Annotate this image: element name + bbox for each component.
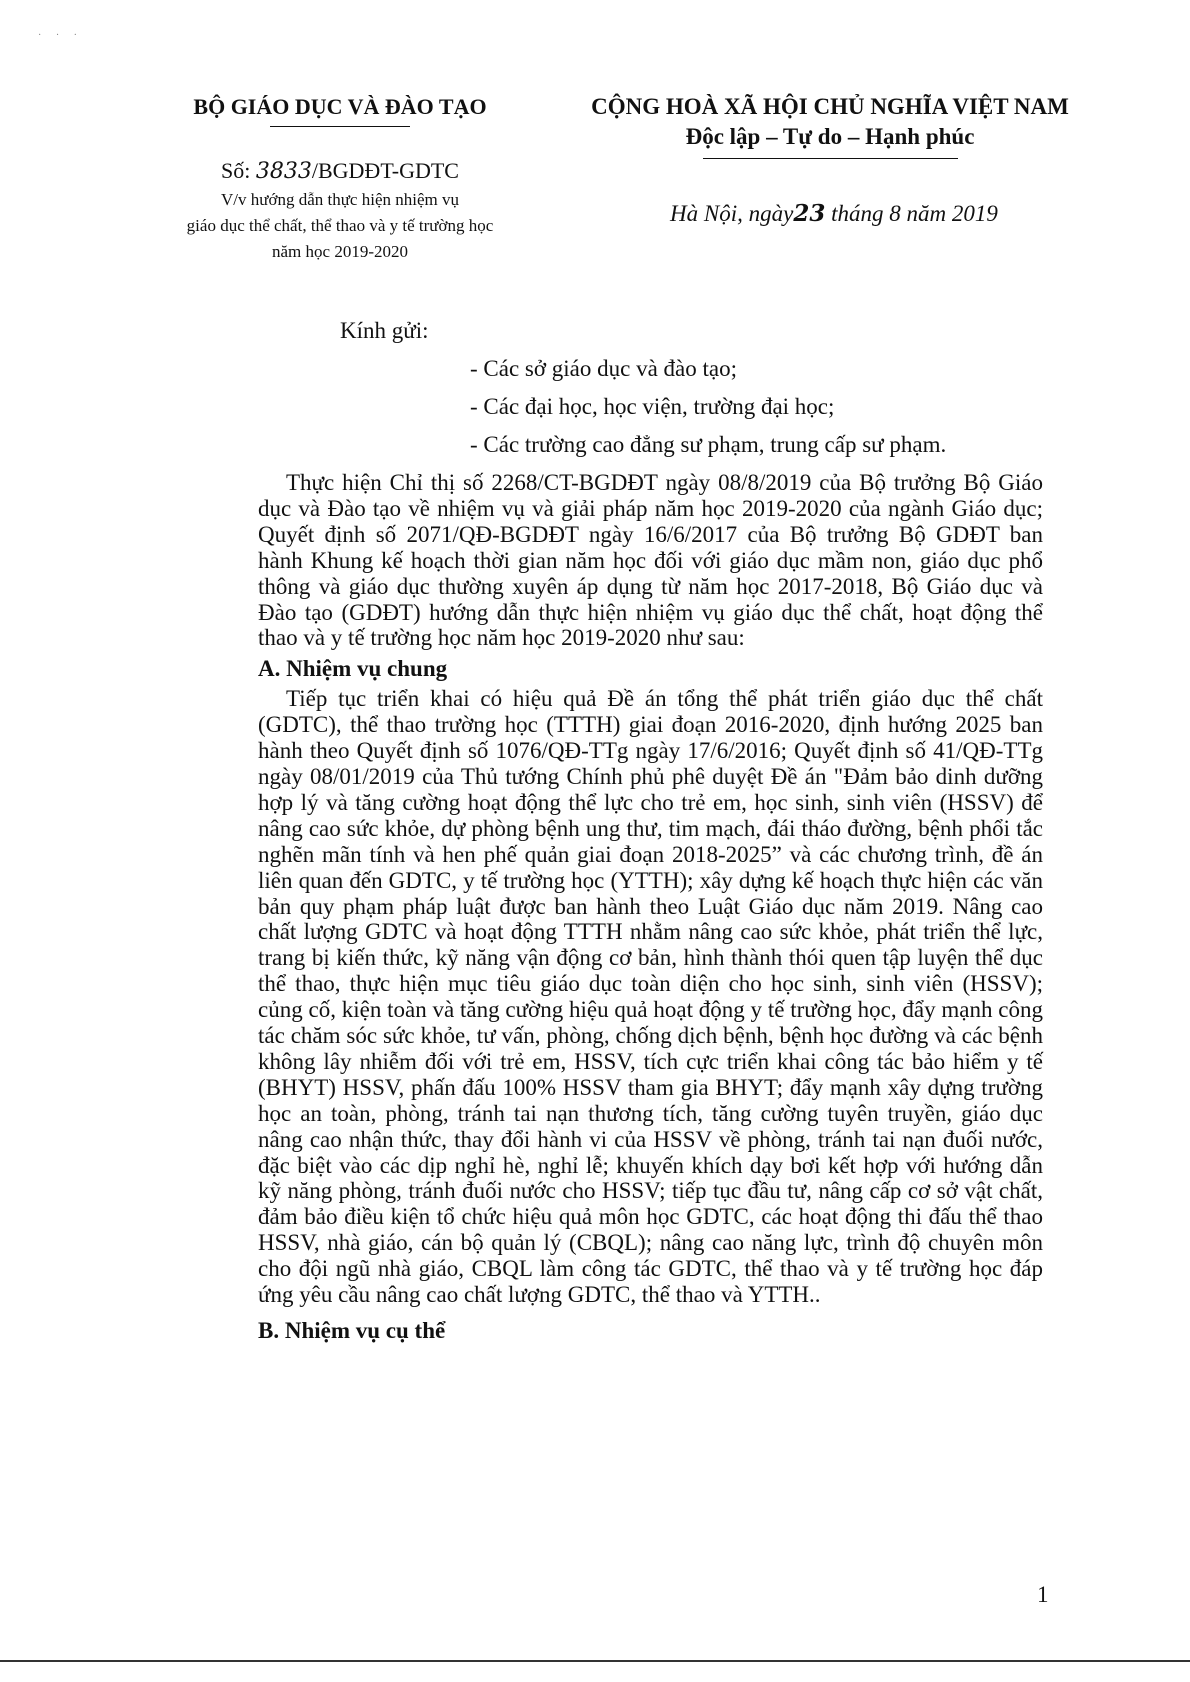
intro-paragraph: Thực hiện Chỉ thị số 2268/CT-BGDĐT ngày 08/8/2019 của Bộ trưởng Bộ Giáo dục và Đào tạo về nhiệm vụ và giải pháp năm học 2019-2020 của ngành Giáo dục; Quyết định số 2071/QĐ-BGDĐT ngày 16/6/2017 của Bộ trưởng Bộ GDĐT ban hành Khung kế hoạch thời gian năm học đối với giáo dục mầm non, giáo dục phổ thông và giáo dục thường xuyên áp dụng từ năm học 2017-2018, Bộ Giáo dục và Đào tạo (GDĐT) hướng dẫn thực hiện nhiệm vụ giáo dục thể chất, hoạt động thể thao và y tế trường học năm học 2019-2020 như sau:: [258, 470, 1043, 651]
section-heading-b: B. Nhiệm vụ cụ thể: [258, 1318, 446, 1343]
subject-line-2: giáo dục thể chất, thể thao và y tế trường học: [186, 216, 494, 235]
date-day-handwritten: 23: [793, 200, 826, 227]
page-number: 1: [1037, 1582, 1049, 1607]
republic-name: CỘNG HOÀ XÃ HỘI CHỦ NGHĨA VIỆT NAM: [591, 94, 1069, 119]
recipient-list: [470, 350, 946, 464]
section-a-paragraph: Tiếp tục triển khai có hiệu quả Đề án tổng thể phát triển giáo dục thể chất (GDTC), thể thao trường học (TTTH) giai đoạn 2016-2020, định hướng 2025 ban hành theo Quyết định số 1076/QĐ-TTg ngày 17/6/2016; Quyết định số 41/QĐ-TTg ngày 08/01/2019 của Thủ tướng Chính phủ phê duyệt Đề án "Đảm bảo dinh dưỡng hợp lý và tăng cường hoạt động thể lực cho trẻ em, học sinh, sinh viên (HSSV) để nâng cao sức khỏe, dự phòng bệnh ung thư, tim mạch, đái tháo đường, bệnh phổi tắc nghẽn mãn tính và hen phế quản giai đoạn 2018-2025” và các chương trình, đề án liên quan đến GDTC, y tế trường học (YTTH); xây dựng kế hoạch thực hiện các văn bản quy phạm pháp luật được ban hành theo Luật Giáo dục năm 2019. Nâng cao chất lượng GDTC và hoạt động TTTH nhằm nâng cao sức khỏe, phát triển thể lực, trang bị kiến thức, kỹ năng vận động cơ bản, hình thành thói quen tập luyện thể dục thể thao, thực hiện mục tiêu giáo dục toàn diện cho học sinh, sinh viên (HSSV); củng cố, kiện toàn và tăng cường hiệu quả hoạt động y tế trường học, đẩy mạnh công tác chăm sóc sức khỏe, tư vấn, phòng, chống dịch bệnh, bệnh học đường và các bệnh không lây nhiễm đối với trẻ em, HSSV, tích cực triển khai công tác bảo hiểm y tế (BHYT) HSSV, phấn đấu 100% HSSV tham gia BHYT; đẩy mạnh xây dựng trường học an toàn, phòng, tránh tai nạn thương tích, tăng cường tuyên truyền, giáo dục nâng cao nhận thức, thay đổi hành vi của HSSV về phòng, tránh tai nạn đuối nước, đặc biệt vào các dịp nghỉ hè, nghỉ lễ; khuyến khích dạy bơi kết hợp với hướng dẫn kỹ năng phòng, tránh đuối nước cho HSSV; tiếp tục đầu tư, nâng cấp cơ sở vật chất, đảm bảo điều kiện tổ chức hiệu quả môn học GDTC, các hoạt động thi đấu thể thao HSSV, nhà giáo, cán bộ quản lý (CBQL); nâng cao năng lực, trình độ chuyên môn cho đội ngũ nhà giáo, CBQL làm công tác GDTC, thể thao và y tế trường học đáp ứng yêu cầu nâng cao chất lượng GDTC, thể thao và YTTH..: [258, 686, 1043, 1308]
addressee-label: Kính gửi:: [340, 318, 429, 343]
scan-specks: · · ·: [38, 30, 83, 41]
national-motto: Độc lập – Tự do – Hạnh phúc: [685, 124, 975, 149]
document-number: [130, 157, 550, 186]
recipient-item: - Các trường cao đẳng sư phạm, trung cấp sư phạm.: [470, 432, 947, 457]
subject-line-1: V/v hướng dẫn thực hiện nhiệm vụ: [221, 190, 459, 209]
recipient-item: - Các đại học, học viện, trường đại học;: [470, 394, 835, 419]
ministry-underline: [270, 126, 410, 127]
motto-underline: [703, 158, 958, 159]
issuing-agency-block: [130, 92, 550, 264]
doc-number-handwritten: 3833: [255, 159, 312, 184]
document-body: [258, 470, 1043, 1348]
doc-number-suffix: /BGDĐT-GDTC: [311, 158, 459, 183]
ministry-name: BỘ GIÁO DỤC VÀ ĐÀO TẠO: [193, 94, 487, 119]
recipient-item: - Các sở giáo dục và đào tạo;: [470, 356, 737, 381]
date-prefix: Hà Nội, ngày: [670, 201, 794, 226]
section-heading-a: A. Nhiệm vụ chung: [258, 656, 448, 682]
place-date: [670, 200, 998, 227]
date-suffix: tháng 8 năm 2019: [825, 201, 998, 226]
doc-number-prefix: Số:: [221, 158, 256, 183]
national-title-block: [565, 92, 1095, 159]
scan-bottom-edge: [0, 1660, 1190, 1662]
subject-line-3: năm học 2019-2020: [272, 242, 408, 261]
